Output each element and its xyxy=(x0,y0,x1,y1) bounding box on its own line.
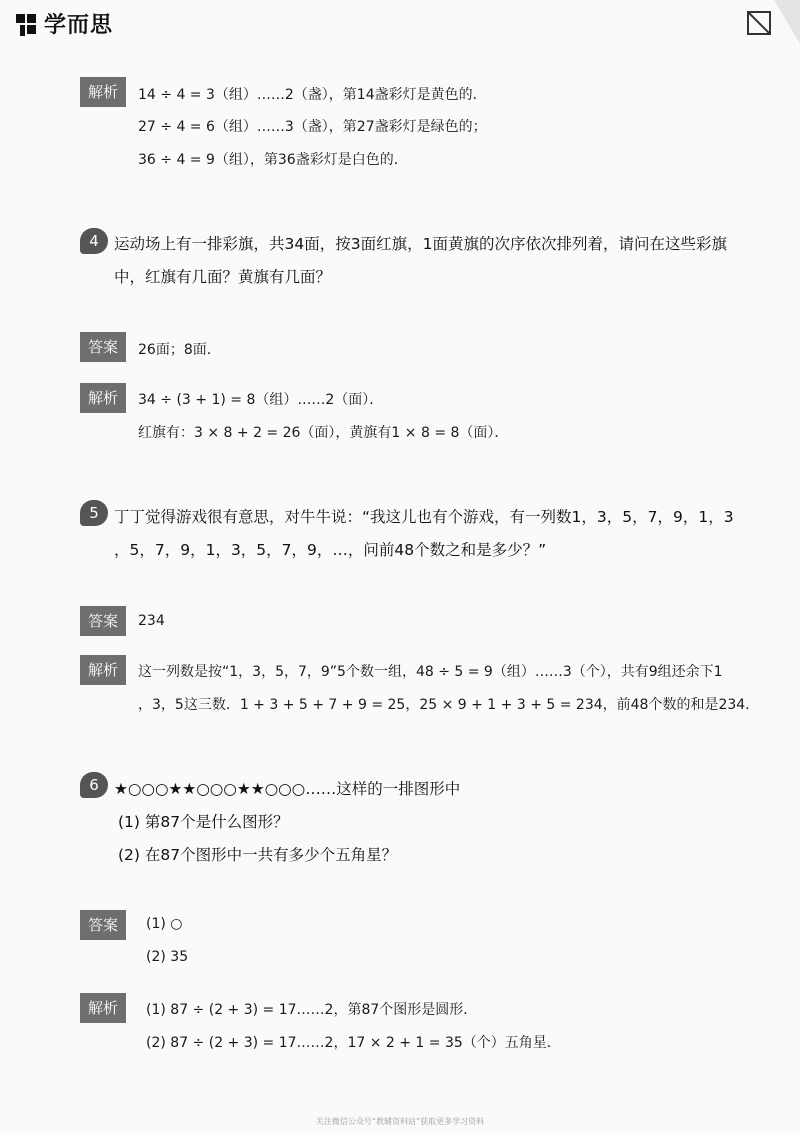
answer-text: (2) 35 xyxy=(146,949,189,965)
analysis-badge: 解析 xyxy=(80,993,126,1023)
analysis-badge: 解析 xyxy=(80,655,126,685)
answer-text: 26面；8面． xyxy=(138,342,221,358)
brand-mark-icon xyxy=(14,10,40,38)
analysis-line: (1) 87 ÷ (2 + 3) = 17……2，第87个图形是圆形． xyxy=(146,1002,478,1018)
sub-question: (1) 第87个是什么图形？ xyxy=(118,813,289,831)
analysis-line: 34 ÷ (3 + 1) = 8（组）……2（面）． xyxy=(138,392,384,408)
corner-emblem-icon xyxy=(740,0,800,44)
answer-badge: 答案 xyxy=(80,910,126,940)
analysis-line: ，3，5这三数．1 + 3 + 5 + 7 + 9 = 25，25 × 9 + 1 + 3 + 5 = 234，前48个数的和是234． xyxy=(138,697,760,713)
question-text: ★○○○★★○○○★★○○○……这样的一排图形中 xyxy=(114,780,461,798)
question-text: 中，红旗有几面？黄旗有几面？ xyxy=(114,268,332,286)
answer-text: (1) ○ xyxy=(146,916,183,932)
analysis-line: 这一列数是按“1，3，5，7，9”5个数一组，48 ÷ 5 = 9（组）……3（个），共有9组还余下1 xyxy=(138,664,723,680)
brand-logo xyxy=(14,8,113,39)
analysis-line: 红旗有：3 × 8 + 2 = 26（面），黄旗有1 × 8 = 8（面）． xyxy=(138,425,509,441)
analysis-badge: 解析 xyxy=(80,77,126,107)
question-text: ，5，7，9，1，3，5，7，9，…，问前48个数之和是多少？” xyxy=(114,541,547,559)
analysis-line: 27 ÷ 4 = 6（组）……3（盏），第27盏彩灯是绿色的； xyxy=(138,119,487,135)
question-number: 5 xyxy=(80,500,108,526)
question-number: 6 xyxy=(80,772,108,798)
answer-text: 234 xyxy=(138,613,165,629)
footer-note: 关注微信公众号“教辅资料站”获取更多学习资料 xyxy=(315,1117,485,1126)
answer-badge: 答案 xyxy=(80,332,126,362)
answer-badge: 答案 xyxy=(80,606,126,636)
question-text: 运动场上有一排彩旗，共34面，按3面红旗，1面黄旗的次序依次排列着，请问在这些彩旗 xyxy=(114,235,727,253)
analysis-line: (2) 87 ÷ (2 + 3) = 17……2，17 × 2 + 1 = 35（个）五角星． xyxy=(146,1035,561,1051)
question-text: 丁丁觉得游戏很有意思，对牛牛说：“我这儿也有个游戏，有一列数1，3，5，7，9，1，3 xyxy=(114,508,734,526)
sub-question: (2) 在87个图形中一共有多少个五角星？ xyxy=(118,846,398,864)
question-number: 4 xyxy=(80,228,108,254)
analysis-line: 14 ÷ 4 = 3（组）……2（盏），第14盏彩灯是黄色的． xyxy=(138,87,487,103)
analysis-badge: 解析 xyxy=(80,383,126,413)
brand-name: 学而思 xyxy=(44,13,114,38)
analysis-line: 36 ÷ 4 = 9（组），第36盏彩灯是白色的． xyxy=(138,152,408,168)
